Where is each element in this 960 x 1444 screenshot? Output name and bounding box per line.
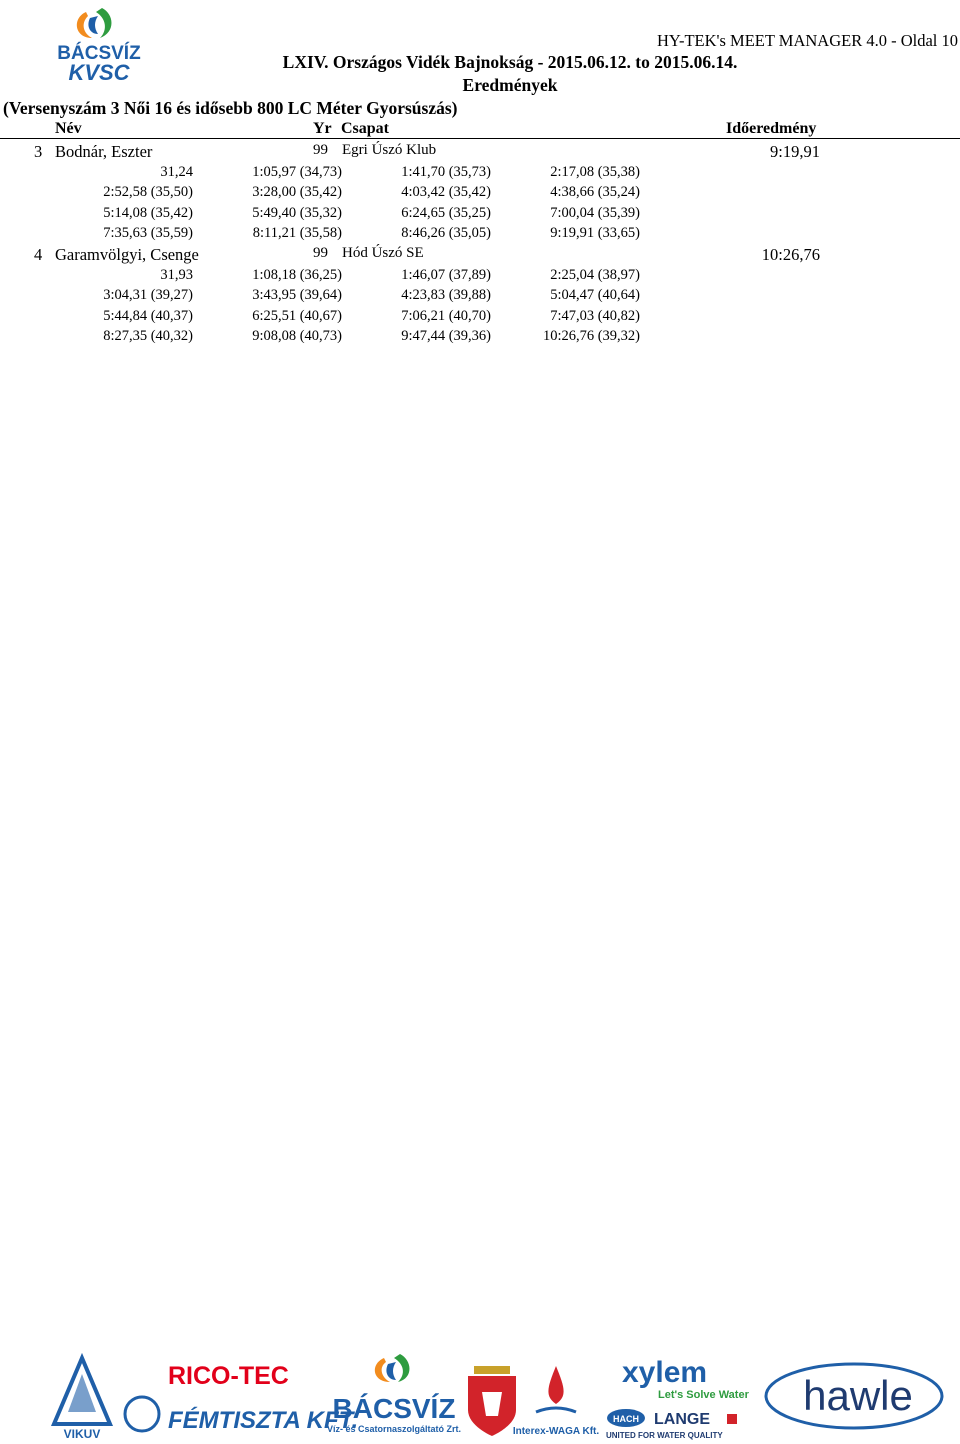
- interex-text: Interex-WAGA Kft.: [512, 1426, 600, 1437]
- meet-title: LXIV. Országos Vidék Bajnokság - 2015.06.12. to 2015.06.14.: [282, 52, 738, 72]
- bacsviz-sponsor-text: BÁCSVÍZ: [332, 1393, 456, 1424]
- lange-text: LANGE: [654, 1411, 710, 1428]
- swimmer-age: 99: [313, 245, 328, 261]
- xylem-text: xylem: [622, 1356, 708, 1389]
- hawle-text: hawle: [803, 1372, 913, 1419]
- vikuv-logo: [54, 1358, 110, 1441]
- split-time: 7:35,63 (35,59): [103, 225, 193, 241]
- event-title: (Versenyszám 3 Női 16 és idősebb 800 LC Méter Gyorsúszás): [3, 98, 458, 118]
- final-time: 10:26,76: [761, 245, 820, 264]
- split-time: 5:44,84 (40,37): [103, 308, 193, 324]
- split-time: 6:24,65 (35,25): [401, 205, 491, 221]
- logo-text-top: BÁCSVÍZ: [57, 43, 141, 64]
- split-time: 8:11,21 (35,58): [252, 225, 342, 241]
- doc-type: Eredmények: [462, 75, 558, 95]
- col-header-team: Csapat: [341, 120, 390, 137]
- split-time: 8:27,35 (40,32): [103, 328, 193, 344]
- app-line: HY-TEK's MEET MANAGER 4.0 - Oldal 10: [656, 31, 958, 50]
- split-time: 7:47,03 (40,82): [550, 308, 640, 324]
- split-time: 3:43,95 (39,64): [252, 287, 342, 303]
- swimmer-team: Hód Úszó SE: [342, 245, 424, 261]
- ricotec-femtiszta-logo: [125, 1362, 358, 1434]
- split-time: 9:47,44 (39,36): [401, 328, 491, 344]
- col-header-yr: Yr: [313, 120, 332, 137]
- split-time: 1:46,07 (37,89): [401, 267, 491, 283]
- split-time: 5:49,40 (35,32): [252, 205, 342, 221]
- ricotec-text: RICO-TEC: [168, 1362, 289, 1390]
- place: 4: [34, 245, 43, 264]
- col-header-name: Név: [55, 120, 82, 137]
- xylem-tagline: Let's Solve Water: [658, 1389, 749, 1401]
- split-time: 2:52,58 (35,50): [103, 184, 193, 200]
- split-time: 7:00,04 (35,39): [550, 205, 640, 221]
- place: 3: [34, 142, 43, 161]
- interex-waga-logo: [513, 1366, 600, 1437]
- split-time: 4:23,83 (39,88): [401, 287, 491, 303]
- split-time: 4:03,42 (35,42): [401, 184, 491, 200]
- split-time: 31,24: [160, 164, 193, 180]
- final-time: 9:19,91: [770, 142, 820, 161]
- hawle-logo: [766, 1364, 942, 1428]
- split-time: 3:28,00 (35,42): [252, 184, 342, 200]
- swimmer-name: Bodnár, Eszter: [55, 142, 153, 161]
- split-time: 31,93: [160, 267, 193, 283]
- swimmer-name: Garamvölgyi, Csenge: [55, 245, 199, 264]
- split-time: 1:05,97 (34,73): [252, 164, 342, 180]
- swimmer-age: 99: [313, 142, 328, 158]
- split-time: 7:06,21 (40,70): [401, 308, 491, 324]
- split-time: 8:46,26 (35,05): [401, 225, 491, 241]
- col-header-time: Időeredmény: [726, 120, 817, 137]
- xylem-hach-logo: [606, 1356, 750, 1440]
- split-time: 9:08,08 (40,73): [252, 328, 342, 344]
- split-time: 9:19,91 (33,65): [550, 225, 640, 241]
- hach-tagline: UNITED FOR WATER QUALITY: [606, 1431, 723, 1440]
- split-time: 5:04,47 (40,64): [550, 287, 640, 303]
- split-time: 2:17,08 (35,38): [550, 164, 640, 180]
- split-time: 1:08,18 (36,25): [252, 267, 342, 283]
- split-time: 4:38,66 (35,24): [550, 184, 640, 200]
- split-time: 3:04,31 (39,27): [103, 287, 193, 303]
- coat-of-arms-icon: [468, 1366, 516, 1436]
- header-rule: [0, 138, 960, 139]
- femtiszta-text: FÉMTISZTA KFT.: [168, 1407, 359, 1434]
- logo-text-bottom: KVSC: [68, 60, 130, 82]
- split-time: 1:41,70 (35,73): [401, 164, 491, 180]
- bacsviz-sponsor-logo: [327, 1354, 461, 1434]
- split-time: 6:25,51 (40,67): [252, 308, 342, 324]
- hach-text: HACH: [613, 1414, 639, 1424]
- sponsor-logos: [44, 1352, 944, 1442]
- swimmer-team: Egri Úszó Klub: [342, 142, 437, 158]
- split-time: 10:26,76 (39,32): [542, 328, 640, 344]
- vikuv-text: VIKUV: [63, 1427, 101, 1441]
- bacsviz-sponsor-sub: Víz- és Csatornaszolgáltató Zrt.: [326, 1424, 462, 1434]
- split-time: 2:25,04 (38,97): [550, 267, 640, 283]
- split-time: 5:14,08 (35,42): [103, 205, 193, 221]
